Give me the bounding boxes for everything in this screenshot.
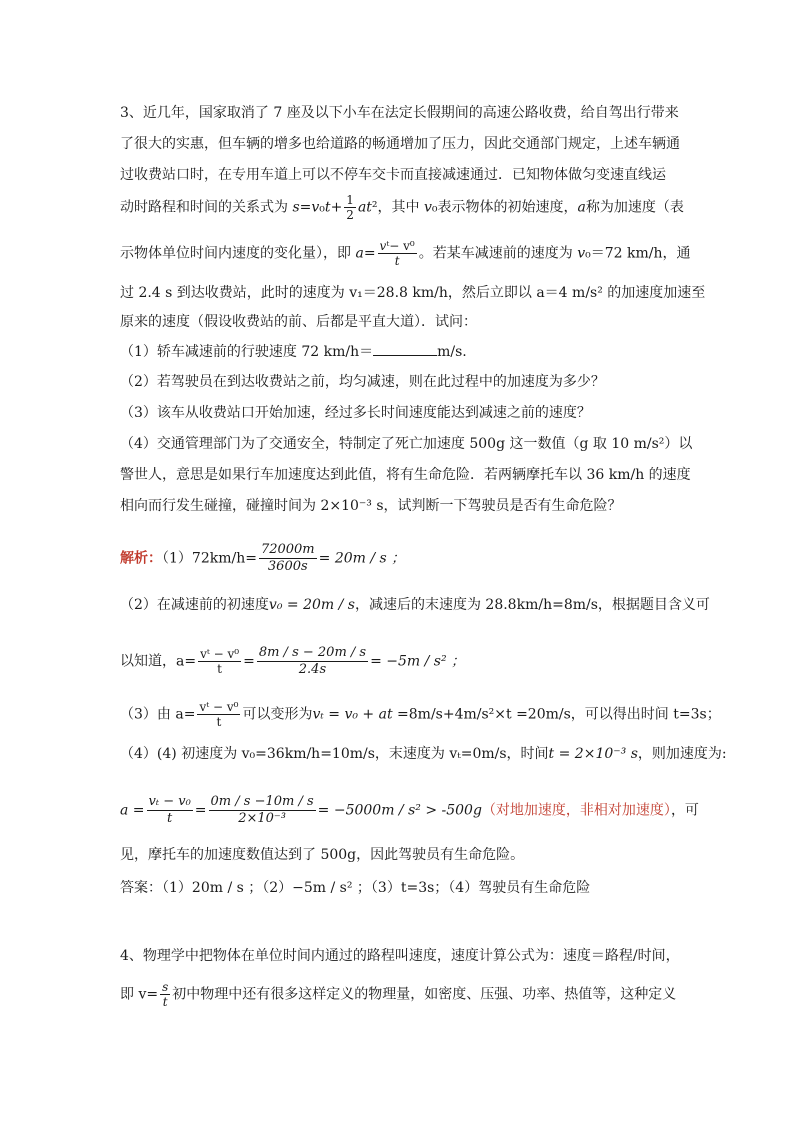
fraction-moto-def: $\frac{\text{vₜ − v₀}}{t}$ [148,794,191,826]
formula-distance: s [292,199,300,216]
q3-line-3: 过收费站口时，在专用车道上可以不停车交卡而直接减速通过．已知物体做匀变速直线运 [120,167,666,183]
q3-sub-4b: 警世人，意思是如果行车加速度达到此值，将有生命危险．若两辆摩托车以 36 km/h 的速度 [120,467,691,483]
fraction-accel-def: $\frac{\text{vᵗ− v⁰}}{t}$ [379,239,415,268]
solution-label: 解析： [120,550,162,567]
q3-line-4: 动时路程和时间的关系式为 s=v₀t+ $\frac{1}{2}$ at²，其中 v₀表示物体的初始速度，a称为加速度（表 [120,193,684,222]
q3-sub-3: （3）该车从收费站口开始加速，经过多长时间速度能达到减速之前的速度？ [120,405,591,421]
q4-line-1: 4、物理学中把物体在单位时间内通过的路程叫速度，速度计算公式为：速度＝路程/时间， [120,948,680,964]
solution-line-7: 见，摩托车的加速度数值达到了 500g，因此驾驶员有生命危险。 [120,847,525,863]
q3-line-7: 原来的速度（假设收费站的前、后都是平直大道）．试问： [120,314,477,330]
solution-line-3: 以知道，a= $\frac{\text{vᵗ − v⁰}}{t}$ = $\frac{8m / s - 20m / s}{2.4s}$ = −5m / s² ； [120,645,466,677]
q4-line-2: 即 v= $\frac{s}{t}$ 初中物理中还有很多这样定义的物理量，如密度、压强、功率、热值等，这种定义 [120,980,677,1009]
q3-sub-1: （1）轿车减速前的行驶速度 72 km/h＝ m/s. [120,341,467,362]
q3-line-2: 了很大的实惠，但车辆的增多也给道路的畅通增加了压力，因此交通部门规定，上述车辆通 [120,136,680,152]
fraction-decel-calc: $\frac{8m / s - 20m / s}{2.4s}$ [258,645,367,677]
fraction-speed-def: $\frac{s}{t}$ [162,980,169,1009]
fraction-accel-def-3: $\frac{\text{vᵗ − v⁰}}{t}$ [199,700,239,729]
solution-line-2: （2）在减速前的初速度v₀ = 20m / s，减速后的末速度为 28.8km/h=8m/s，根据题目含义可 [120,597,710,613]
q3-line-1: 3、近几年，国家取消了 7 座及以下小车在法定长假期间的高速公路收费，给自驾出行带来 [120,105,679,121]
solution-line-6: a = $\frac{\text{vₜ − v₀}}{t}$ = $\frac{0m / s -10m / s}{\text{2×10⁻³}}$ = −5000m / s² > -500g（对地加速度，非相对加速度），可 [120,794,699,826]
fraction-accel-def-2: $\frac{\text{vᵗ − v⁰}}{t}$ [200,647,240,676]
fraction-half: $\frac{1}{2}$ [346,193,354,222]
answer-line: 答案：（1）20m / s ；（2）−5m / s² ；（3）t=3s；（4）驾驶员有生命危险 [120,880,591,896]
answer-blank [373,341,437,356]
solution-line-4: （3）由 a= $\frac{\text{vᵗ − v⁰}}{t}$ 可以变形为vₜ = v₀ + at =8m/s+4m/s²×t =20m/s，可以得出时间 t=3s； [120,700,721,729]
q3-sub-4a: （4）交通管理部门为了交通安全，特制定了死亡加速度 500g 这一数值（g 取 10 m/s²）以 [120,436,693,452]
solution-line-1: 解析：（1）72km/h= $\frac{72000m}{3600s}$ = 20m / s ； [120,542,406,574]
fraction-moto-calc: $\frac{0m / s -10m / s}{\text{2×10⁻³}}$ [210,794,314,826]
relative-accel-note: （对地加速度，非相对加速度） [481,802,671,819]
fraction-72000-3600: $\frac{72000m}{3600s}$ [260,542,315,574]
q3-sub-2: （2）若驾驶员在到达收费站之前，均匀减速，则在此过程中的加速度为多少？ [120,374,605,390]
q3-line-6: 过 2.4 s 到达收费站，此时的速度为 v₁＝28.8 km/h，然后立即以 a＝4 m/s² 的加速度加速至 [120,285,706,301]
q3-line-5: 示物体单位时间内速度的变化量），即 a= $\frac{\text{vᵗ− v⁰}}{t}$ 。若某车减速前的速度为 v₀＝72 km/h，通 [120,239,691,268]
solution-line-5: （4）(4) 初速度为 v₀=36km/h=10m/s，末速度为 vₜ=0m/s，时间t = 2×10⁻³ s，则加速度为: [120,746,727,762]
q3-sub-4c: 相向而行发生碰撞，碰撞时间为 2×10⁻³ s，试判断一下驾驶员是否有生命危险？ [120,498,622,514]
